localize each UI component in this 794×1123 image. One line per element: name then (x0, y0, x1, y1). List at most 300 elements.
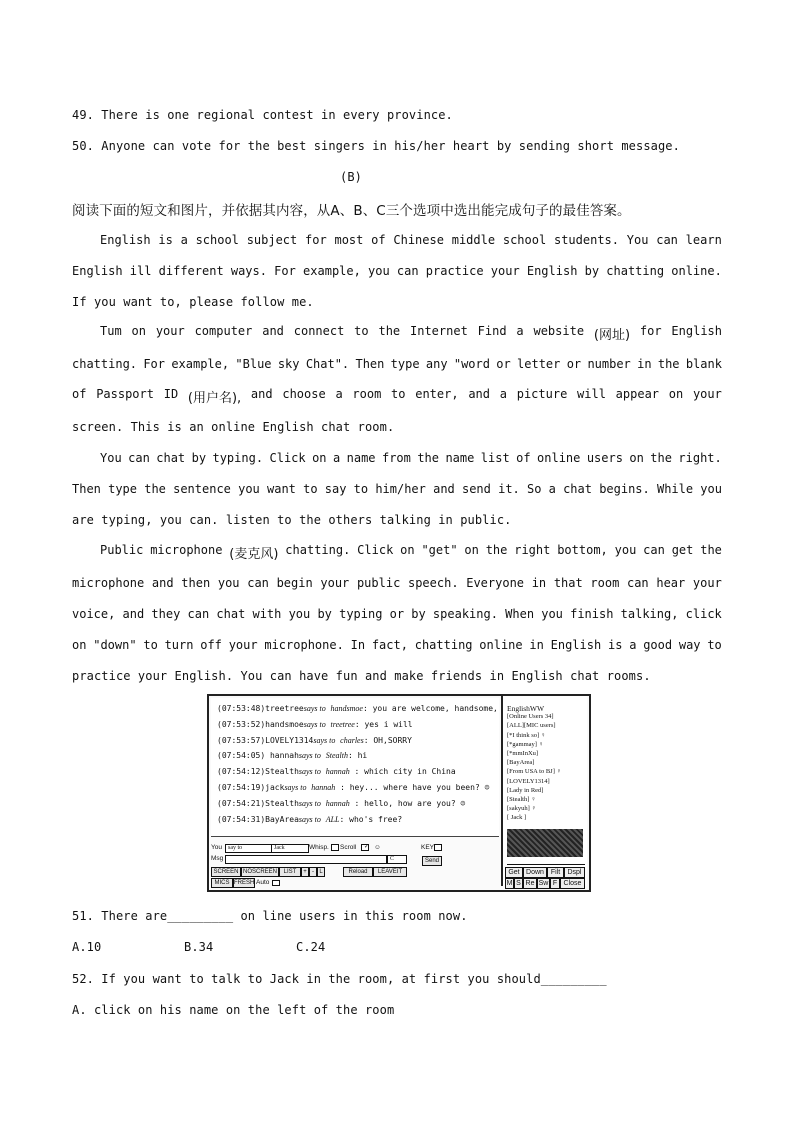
word: (麦克风) (229, 547, 279, 562)
word: then (181, 576, 211, 590)
word: speech. (407, 576, 459, 590)
side-button-filt[interactable]: Filt (547, 867, 564, 878)
chat-message-from: hannah (265, 751, 299, 761)
p1-line3: If you want to, please follow me. (72, 295, 314, 309)
side-button-m[interactable]: M (506, 880, 513, 887)
chat-button[interactable]: LIST (279, 867, 301, 877)
word: In (350, 638, 366, 652)
online-user-item[interactable]: [Online Users 34] (507, 713, 554, 721)
word: school (502, 233, 547, 247)
chat-message-time: (07:53:48) (217, 704, 266, 713)
chat-message-time: (07:54:12) (217, 767, 266, 777)
word: chatting. (72, 357, 138, 371)
p4-line1 (100, 543, 722, 562)
word: ill (129, 264, 152, 278)
whisp-label: Whisp. (309, 844, 329, 851)
side-button-re[interactable]: Re (523, 878, 537, 889)
word: Internet (410, 324, 468, 338)
question-51: 51. There are_________ on line users in this room now. (72, 909, 468, 923)
word: microphone. (264, 638, 344, 652)
room-name: EnglishWW (507, 704, 545, 713)
word: example, (171, 357, 230, 371)
chat-message-verb: says to (298, 814, 321, 824)
online-user-item[interactable]: [Stealth] ♀ (507, 796, 536, 803)
word: you (614, 543, 637, 557)
smile-icon[interactable]: ☺ (374, 844, 381, 851)
online-user-item[interactable]: [ Jack ] (507, 814, 527, 822)
word: Passport (96, 387, 154, 401)
word: of (371, 233, 386, 247)
word: typing. (212, 451, 264, 465)
word: "word (453, 357, 490, 371)
word: name (445, 451, 475, 465)
word: Public (100, 543, 144, 557)
word: on (131, 324, 146, 338)
word: room (352, 387, 382, 401)
word: online (537, 451, 581, 465)
word: speaking. (432, 607, 498, 621)
word: is (158, 233, 173, 247)
word: chatting (606, 264, 665, 278)
word: "down" (93, 638, 137, 652)
online-user-item[interactable]: [*I think so] ♀ (507, 731, 546, 739)
chat-message-time: (07:54:21) (217, 798, 266, 808)
word: most (334, 233, 364, 247)
word: ID (163, 387, 179, 401)
word: English (671, 324, 722, 338)
chat-message-to: hannah (311, 783, 336, 792)
video-preview (507, 829, 583, 857)
word: For (274, 264, 296, 278)
p1-line2 (72, 264, 722, 278)
key-label: KEY (421, 844, 435, 851)
word: chat (563, 482, 592, 496)
key-checkbox[interactable] (434, 844, 442, 851)
chat-message-to: Stealth (325, 751, 348, 761)
chat-message-verb: says to (303, 704, 326, 713)
word: room (590, 576, 620, 590)
word: for (639, 324, 662, 338)
word: microphone (72, 576, 145, 590)
word: to (354, 324, 369, 338)
word: Find (477, 324, 507, 338)
chat-message-verb: says to (284, 783, 307, 792)
word: from (381, 451, 411, 465)
word: right. (678, 451, 722, 465)
word: get (671, 543, 694, 557)
auto-checkbox[interactable] (272, 880, 280, 886)
word: the (378, 324, 401, 338)
word: your (692, 576, 722, 590)
word: begins. (599, 482, 650, 496)
word: with (252, 607, 282, 621)
word: type (390, 357, 420, 371)
word: chat (156, 451, 186, 465)
chat-button[interactable]: Reload (343, 867, 373, 877)
p2-line2 (72, 357, 722, 371)
chat-message-text: : hello, how are you? ☺ (349, 798, 466, 808)
chat-message (217, 720, 413, 729)
chat-message-to: treetree (330, 719, 355, 729)
chat-message-verb: says to (298, 798, 321, 808)
word: to (143, 638, 158, 652)
word: Everyone (466, 576, 525, 590)
word: say (324, 482, 347, 496)
word: on (72, 638, 87, 652)
online-user-item[interactable]: [ALL][MIC users] (507, 722, 556, 730)
word: middle (451, 233, 496, 247)
word: a (180, 233, 188, 247)
side-button-sw[interactable]: Sw (538, 880, 549, 887)
word: that (553, 576, 583, 590)
side-button-f[interactable]: F (550, 878, 560, 889)
chat-message-time: (07:53:52) (217, 719, 266, 729)
word: Click (357, 543, 394, 557)
word: turn (164, 638, 194, 652)
word: you (700, 482, 722, 496)
word: Chat". (305, 357, 350, 371)
word: Click (269, 451, 306, 465)
word: subject (246, 233, 298, 247)
word: can (656, 233, 678, 247)
word: different (158, 264, 224, 278)
whisp-checkbox[interactable] (331, 844, 339, 851)
online-user-item[interactable]: [Lady in Red] (507, 786, 544, 794)
word: picture (516, 387, 568, 401)
online-users-panel (501, 696, 587, 886)
word: can (626, 576, 649, 590)
chat-message-text: : hey... where have you been? ☺ (335, 783, 490, 792)
chat-message (217, 815, 402, 824)
word: online. (671, 264, 722, 278)
chat-message-text: : who's free? (339, 814, 403, 824)
word: For (143, 357, 166, 371)
send-button[interactable]: Send (422, 856, 442, 866)
chat-message-from: jack (265, 783, 285, 792)
word: practice (425, 264, 484, 278)
say-to-select[interactable]: say to (225, 844, 273, 853)
word: and (151, 576, 174, 590)
chat-message-to: hannah (325, 767, 350, 777)
word: for (305, 233, 327, 247)
word: a (332, 451, 341, 465)
word: on (464, 543, 479, 557)
chat-message (217, 783, 489, 792)
word: example, (303, 264, 361, 278)
word: and (468, 387, 491, 401)
word: connect (293, 324, 345, 338)
word: name (346, 451, 376, 465)
word: your (228, 638, 258, 652)
chat-message-from: treetree (265, 704, 304, 713)
word: begin (276, 576, 313, 590)
p3-line1 (100, 451, 722, 465)
side-button-s[interactable]: S (514, 878, 523, 889)
word: hear (656, 576, 686, 590)
chat-message-time: (07:54:05) (217, 751, 266, 761)
word: Chinese (393, 233, 444, 247)
word: voice, (72, 607, 116, 621)
word: Tum (100, 324, 122, 338)
scroll-checkbox[interactable]: ✓ (361, 844, 369, 851)
word: can (247, 576, 269, 590)
word: can (187, 607, 210, 621)
chat-message-text: : yes i will (354, 719, 413, 729)
word: (网址) (593, 328, 631, 343)
chat-message-time: (07:53:57) (217, 735, 266, 745)
scroll-label: Scroll (340, 844, 357, 851)
msg-input[interactable] (225, 855, 387, 864)
word: and (250, 387, 273, 401)
word: appear (615, 387, 660, 401)
word: send (461, 482, 491, 496)
word: (用户名), (187, 391, 242, 406)
word: choose (282, 387, 326, 401)
word: "Blue (235, 357, 272, 371)
word: school (195, 233, 239, 247)
word: by (584, 264, 600, 278)
online-user-item[interactable]: [BayArea] (507, 759, 535, 767)
word: the (417, 451, 439, 465)
word: you (288, 607, 311, 621)
word: fact, (371, 638, 408, 652)
word: users (586, 451, 623, 465)
word: "get" (421, 543, 458, 557)
word: in (637, 357, 652, 371)
chat-message-verb: says to (298, 767, 321, 777)
word: or (566, 357, 582, 371)
word: Then (355, 357, 385, 371)
word: finish (570, 607, 614, 621)
word: English (100, 233, 151, 247)
p3-line3: are typing, you can. listen to the others talking in public. (72, 513, 512, 527)
word: the (485, 543, 508, 557)
chat-button[interactable]: - (309, 867, 317, 877)
chat-room-screenshot (207, 694, 591, 892)
side-button-get[interactable]: Get (505, 867, 523, 878)
word: a (499, 387, 507, 401)
word: click (685, 607, 722, 621)
word: by (317, 607, 332, 621)
chat-message-text: : you are welcome, handsome, (362, 704, 498, 713)
word: website (533, 324, 585, 338)
word: talking, (620, 607, 679, 621)
online-user-item[interactable]: [*gammay] ♀ (507, 740, 544, 748)
side-button-dspl[interactable]: Dspl (564, 867, 585, 878)
word: or (389, 607, 405, 621)
word: the (657, 357, 680, 371)
chat-message-verb: says to (303, 719, 326, 729)
chat-button[interactable]: MICS (211, 878, 233, 888)
word: in (529, 638, 544, 652)
q52-option-a: A. click on his name on the left of the room (72, 1003, 395, 1017)
chat-button[interactable]: FRESH (234, 880, 255, 886)
word: your (155, 324, 185, 338)
side-button-down[interactable]: Down (523, 867, 547, 878)
word: list (480, 451, 510, 465)
word: can (128, 451, 150, 465)
word: a (516, 324, 524, 338)
word: a (335, 387, 343, 401)
word: chatting. (285, 543, 351, 557)
word: sentence (173, 482, 231, 496)
word: to (707, 638, 722, 652)
word: When (505, 607, 535, 621)
word: your (692, 387, 722, 401)
word: your (320, 576, 350, 590)
word: enter, (415, 387, 459, 401)
word: you (238, 482, 260, 496)
online-user-item[interactable]: [sakyuh] ♀ (507, 805, 537, 813)
chat-message-from: LOVELY1314 (265, 735, 314, 745)
chat-button[interactable]: LEAVEIT (373, 867, 407, 877)
chat-message (217, 767, 456, 776)
chat-message (217, 751, 367, 760)
p4-line5: practice your English. You can have fun and make friends in English chat rooms. (72, 669, 651, 683)
p2-line1 (100, 324, 722, 343)
word: want (267, 482, 296, 496)
word: and (122, 607, 145, 621)
p2-line4: screen. This is an online English chat room. (72, 420, 395, 434)
online-user-item[interactable]: [From USA to BJ] ♀ (507, 768, 562, 776)
word: English (526, 264, 578, 278)
chat-message-from: Stealth (265, 767, 299, 777)
chat-message (217, 799, 465, 808)
word: and (433, 482, 455, 496)
word: chatting (414, 638, 473, 652)
word: a (629, 638, 637, 652)
chat-message-verb: says to (313, 735, 336, 745)
chat-message-text: : OH,SORRY (363, 735, 412, 745)
word: public (356, 576, 401, 590)
chat-button[interactable]: + (301, 867, 309, 877)
word: type (108, 482, 138, 496)
question-50: 50. Anyone can vote for the best singers in his/her heart by sending short message. (72, 139, 680, 153)
word: ways. (230, 264, 267, 278)
word: chat (216, 607, 246, 621)
word: students. (553, 233, 619, 247)
word: in (531, 576, 547, 590)
word: the (650, 451, 672, 465)
chat-button[interactable]: SCREEN (211, 867, 241, 877)
word: is (607, 638, 623, 652)
word: Then (72, 482, 101, 496)
word: While (656, 482, 694, 496)
word: can (396, 264, 419, 278)
word: off (200, 638, 222, 652)
auto-label: Auto (256, 879, 270, 886)
word: the (144, 482, 166, 496)
side-button-close[interactable]: Close (560, 878, 585, 889)
word: or (496, 357, 511, 371)
word: your (490, 264, 520, 278)
instruction: 阅读下面的短文和图片，并依据其内容，从A、B、C三个选项中选出能完成句子的最佳答案。 (72, 203, 631, 219)
q51-option-b: B.34 (184, 940, 214, 954)
word: English (550, 638, 602, 652)
word: you (368, 264, 390, 278)
chat-message-time: (07:54:19) (217, 783, 266, 792)
word: any (425, 357, 448, 371)
chat-message-area (211, 698, 499, 836)
msg-label: Msg (211, 855, 224, 862)
word: of (72, 387, 87, 401)
word: it. (498, 482, 520, 496)
word: to (303, 482, 318, 496)
word: typing (339, 607, 383, 621)
q51-option-c: C.24 (296, 940, 326, 954)
word: number (587, 357, 631, 371)
chat-message-to: ALL (325, 814, 340, 824)
word: online (479, 638, 523, 652)
word: him/her (375, 482, 426, 496)
chat-button[interactable]: NOSCREEN (242, 869, 277, 875)
word: bottom, (557, 543, 608, 557)
word: microphone (150, 543, 223, 557)
word: good (643, 638, 673, 652)
word: and (262, 324, 284, 338)
p4-line3 (72, 607, 722, 621)
online-user-item[interactable]: [LOVELY1314] (507, 777, 550, 785)
word: by (191, 451, 207, 465)
chat-message (217, 736, 412, 745)
p4-line2 (72, 576, 722, 590)
you-label: You (211, 844, 222, 851)
word: a (548, 482, 556, 496)
p3-line2 (72, 482, 722, 496)
word: You (100, 451, 122, 465)
word: So (526, 482, 542, 496)
word: they (151, 607, 181, 621)
q51-option-a: A.10 (72, 940, 102, 954)
word: the (700, 543, 722, 557)
p4-line4 (72, 638, 722, 652)
word: learn (685, 233, 722, 247)
word: right (514, 543, 551, 557)
word: on (629, 451, 644, 465)
word: will (577, 387, 606, 401)
chat-message-from: handsmoe (265, 719, 304, 729)
online-user-item[interactable]: [*mmInXu] (507, 750, 539, 757)
word: you (217, 576, 240, 590)
question-49: 49. There is one regional contest in every province. (72, 108, 453, 122)
p1-line1 (100, 233, 722, 247)
chat-button[interactable]: L (317, 867, 325, 877)
word: by (411, 607, 426, 621)
word: you (541, 607, 563, 621)
word: on (668, 387, 684, 401)
target-select[interactable]: Jack (271, 844, 309, 853)
chat-message (217, 704, 498, 713)
p2-line3 (72, 387, 722, 406)
question-52: 52. If you want to talk to Jack in the room, at first you should_________ (72, 972, 607, 986)
chat-message-from: Stealth (265, 798, 299, 808)
color-select[interactable]: C (387, 855, 407, 864)
chat-message-text: : hi (347, 751, 368, 761)
word: of (516, 451, 531, 465)
word: sky (277, 357, 300, 371)
chat-message-verb: says to (298, 751, 321, 761)
word: letter (517, 357, 561, 371)
chat-message-text: : which city in China (349, 767, 456, 777)
word: to (353, 482, 369, 496)
word: on (400, 543, 415, 557)
chat-message-to: hannah (325, 798, 350, 808)
chat-message-to: handsmoe (330, 704, 363, 713)
volume-slider[interactable] (507, 858, 585, 865)
word: can (643, 543, 665, 557)
chat-message-time: (07:54:31) (217, 814, 266, 824)
section-label: (B) (340, 170, 362, 184)
